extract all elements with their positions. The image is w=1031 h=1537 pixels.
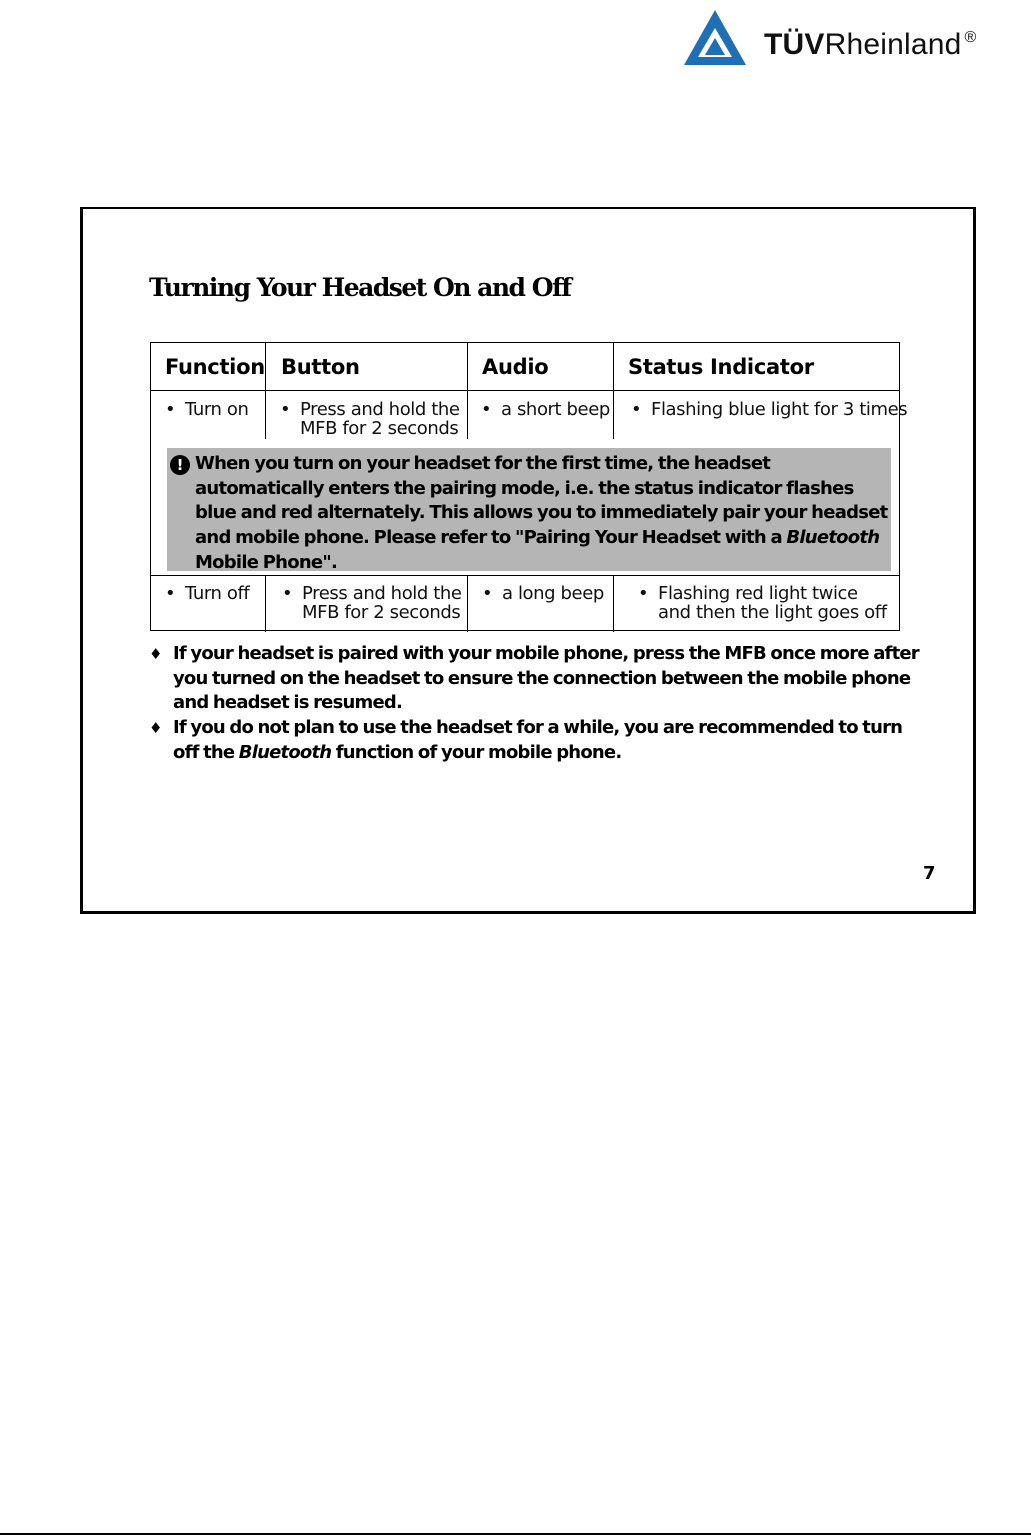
section-title: Turning Your Headset On and Off [149,273,571,302]
logo-brand-bold: TÜV [764,28,825,61]
logo-registered-mark: ® [964,29,977,46]
cell-button-turn-off: • Press and hold the MFB for 2 seconds [282,583,462,623]
logo-brand-regular: Rheinland [824,28,962,61]
header-function: Function [165,355,265,379]
cell-status-turn-on: • Flashing blue light for 3 times [631,399,908,420]
cell-function-turn-off: • Turn off [165,583,250,604]
tips-list [149,642,919,766]
cell-function-turn-on: • Turn on [165,399,249,420]
tuv-rheinland-logo [682,8,1012,68]
cell-audio-turn-off: • a long beep [482,583,604,604]
manual-page-frame [80,207,976,914]
logo-wordmark [764,28,977,62]
cell-button-turn-on: • Press and hold the MFB for 2 seconds [280,399,460,439]
header-button: Button [281,355,360,379]
function-table [150,342,908,631]
page-number: 7 [923,863,936,884]
tuv-triangle-icon [682,8,748,68]
diamond-bullet-icon: ♦ [149,719,162,738]
header-audio: Audio [482,355,549,379]
bottom-divider [0,1533,1031,1535]
cell-status-turn-off: • Flashing red light twice and then the light goes off [638,583,887,623]
cell-audio-turn-on: • a short beep [481,399,610,420]
header-status-indicator: Status Indicator [628,355,814,379]
tip-paired-headset: ♦ If your headset is paired with your mobile phone, press the MFB once more after you turned on the headset to ensure the connection between the mobile phone and headset is resumed. [149,643,919,714]
note-text: When you turn on your headset for the first time, the headset automatically enters the pairing mode, i.e. the status indicator flashes blue and red alternately. This allows you to immediately pair your headset and mobile phone. Please refer to "Pairing Your Headset with a Bluetooth Mobile Phone". [195,453,888,573]
exclamation-icon: ! [170,455,190,475]
tip-turn-off-bluetooth: ♦ If you do not plan to use the headset for a while, you are recommended to turn off the Bluetooth function of your mobile phone. [149,717,903,763]
diamond-bullet-icon: ♦ [149,645,162,663]
first-time-note [167,448,891,571]
